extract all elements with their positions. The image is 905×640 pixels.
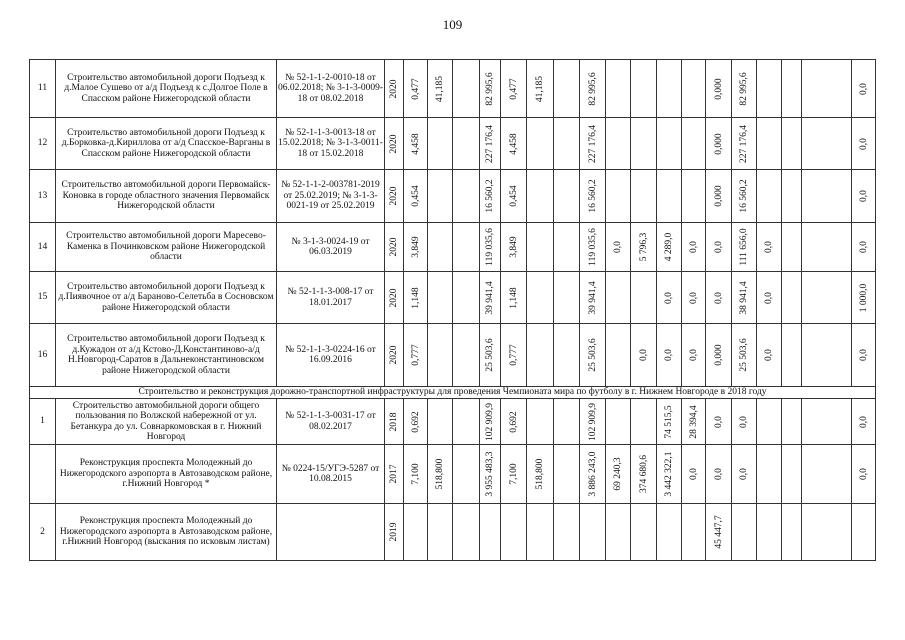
cell-value: 0,0 bbox=[858, 241, 869, 253]
cell-value: 0,000 bbox=[713, 344, 724, 366]
cell-value: 0,692 bbox=[508, 410, 519, 433]
cell-value: 2018 bbox=[388, 412, 399, 431]
value-cell bbox=[732, 272, 757, 324]
value-cell bbox=[606, 399, 631, 445]
value-cell bbox=[453, 324, 480, 387]
value-cell bbox=[732, 170, 757, 223]
cell-value: 16 560,2 bbox=[484, 179, 495, 213]
table-row bbox=[30, 170, 876, 223]
value-cell bbox=[606, 60, 631, 118]
value-cell bbox=[480, 445, 501, 504]
row-number: 1 bbox=[30, 399, 56, 445]
value-cell bbox=[580, 399, 606, 445]
value-cell bbox=[852, 324, 876, 387]
cell-value: 2017 bbox=[388, 464, 399, 484]
value-cell bbox=[404, 118, 428, 170]
value-cell bbox=[852, 504, 876, 561]
value-cell bbox=[682, 399, 706, 445]
value-cell bbox=[682, 60, 706, 118]
cell-value: 0,0 bbox=[612, 241, 623, 253]
cell-value: 518,800 bbox=[534, 458, 545, 490]
value-cell bbox=[631, 272, 657, 324]
value-cell bbox=[453, 118, 480, 170]
cell-value: 38 941,4 bbox=[738, 280, 749, 315]
value-cell bbox=[404, 60, 428, 118]
section-heading: Строительство и реконструкция дорожно-транспортной инфраструктуры для проведения Чемпионата мира по футболу в г. Нижнем Новгороде в 2018 году bbox=[30, 387, 876, 399]
cell-value: 0,777 bbox=[508, 344, 519, 366]
value-cell bbox=[657, 504, 682, 561]
value-cell bbox=[706, 118, 732, 170]
value-cell bbox=[732, 504, 757, 561]
value-cell bbox=[606, 272, 631, 324]
value-cell bbox=[480, 272, 501, 324]
value-cell bbox=[527, 445, 554, 504]
value-cell bbox=[428, 504, 453, 561]
value-cell bbox=[606, 504, 631, 561]
cell-value: 102 909,9 bbox=[587, 402, 598, 441]
cell-value: 25 503,6 bbox=[484, 338, 495, 372]
value-cell bbox=[501, 118, 527, 170]
cell-value: 2020 bbox=[388, 134, 399, 153]
value-cell bbox=[453, 272, 480, 324]
cell-value: 2020 bbox=[388, 288, 399, 307]
expertise-document: № 52-1-1-2-0010-18 от 06.02.2018; № 3-1-3-0009-18 от 08.02.2018 bbox=[277, 60, 385, 118]
cell-value: 0,0 bbox=[738, 468, 749, 480]
cell-value: 111 656,0 bbox=[738, 228, 749, 266]
cell-value: 2020 bbox=[388, 345, 399, 365]
row-number: 15 bbox=[30, 272, 56, 324]
value-cell bbox=[802, 223, 852, 272]
value-cell bbox=[631, 223, 657, 272]
value-cell bbox=[657, 445, 682, 504]
cell-value: 4,458 bbox=[410, 132, 421, 155]
value-cell bbox=[527, 324, 554, 387]
value-cell bbox=[385, 399, 404, 445]
value-cell bbox=[501, 223, 527, 272]
value-cell bbox=[802, 170, 852, 223]
value-cell bbox=[757, 170, 782, 223]
cell-value: 0,477 bbox=[508, 77, 519, 100]
value-cell bbox=[404, 504, 428, 561]
table-row bbox=[30, 504, 876, 561]
cell-value: 0,000 bbox=[713, 132, 724, 155]
cell-value: 74 515,5 bbox=[663, 404, 674, 439]
value-cell bbox=[802, 272, 852, 324]
cell-value: 227 176,4 bbox=[738, 124, 749, 163]
cell-value: 0,000 bbox=[713, 185, 724, 207]
cell-value: 39 941,4 bbox=[484, 280, 495, 315]
projects-table bbox=[29, 59, 876, 561]
value-cell bbox=[404, 223, 428, 272]
value-cell bbox=[802, 118, 852, 170]
value-cell bbox=[682, 504, 706, 561]
value-cell bbox=[527, 223, 554, 272]
row-number: 14 bbox=[30, 223, 56, 272]
cell-value: 0,0 bbox=[858, 415, 869, 428]
cell-value: 0,0 bbox=[763, 349, 774, 361]
value-cell bbox=[453, 223, 480, 272]
project-name: Реконструкция проспекта Молодежный до Нижегородского аэропорта в Автозаводском районе, г.Нижний Новгород * bbox=[56, 445, 277, 504]
cell-value: 25 503,6 bbox=[738, 338, 749, 372]
cell-value: 0,0 bbox=[713, 468, 724, 480]
expertise-document: № 52-1-1-3-0224-16 от 16.09.2016 bbox=[277, 324, 385, 387]
value-cell bbox=[428, 60, 453, 118]
cell-value: 0,0 bbox=[688, 349, 699, 361]
table-row bbox=[30, 445, 876, 504]
expertise-document: № 3-1-3-0024-19 от 06.03.2019 bbox=[277, 223, 385, 272]
value-cell bbox=[706, 170, 732, 223]
value-cell bbox=[501, 60, 527, 118]
project-name: Строительство автомобильной дороги Подъезд к д.Кужадон от а/д Кстово-Д.Константиново-а/д Н.Новгород-Саратов в Дальнеконстантиновском районе Нижегородской области bbox=[56, 324, 277, 387]
cell-value: 1,148 bbox=[508, 286, 519, 309]
value-cell bbox=[782, 170, 802, 223]
value-cell bbox=[606, 445, 631, 504]
value-cell bbox=[453, 170, 480, 223]
value-cell bbox=[453, 445, 480, 504]
cell-value: 0,0 bbox=[688, 468, 699, 480]
value-cell bbox=[706, 324, 732, 387]
cell-value: 102 909,9 bbox=[484, 402, 495, 441]
cell-value: 1,148 bbox=[410, 286, 421, 309]
cell-value: 4 289,0 bbox=[663, 232, 674, 262]
cell-value: 0,0 bbox=[738, 415, 749, 428]
value-cell bbox=[706, 504, 732, 561]
value-cell bbox=[852, 223, 876, 272]
cell-value: 3 955 483,3 bbox=[484, 451, 495, 497]
value-cell bbox=[554, 60, 580, 118]
value-cell bbox=[852, 60, 876, 118]
value-cell bbox=[732, 60, 757, 118]
value-cell bbox=[428, 324, 453, 387]
value-cell bbox=[385, 504, 404, 561]
value-cell bbox=[580, 170, 606, 223]
value-cell bbox=[757, 504, 782, 561]
value-cell bbox=[527, 504, 554, 561]
value-cell bbox=[428, 272, 453, 324]
value-cell bbox=[682, 223, 706, 272]
table-row bbox=[30, 60, 876, 118]
cell-value: 16 560,2 bbox=[587, 179, 598, 213]
cell-value: 0,0 bbox=[763, 291, 774, 304]
project-name: Строительство автомобильной дороги Подъезд к д.Малое Сушево от а/д Подъезд к с.Долгое Поле в Спасском районе Нижегородской области bbox=[56, 60, 277, 118]
value-cell bbox=[580, 272, 606, 324]
expertise-document: № 52-1-1-2-003781-2019 от 25.02.2019; № 3-1-3-0021-19 от 25.02.2019 bbox=[277, 170, 385, 223]
value-cell bbox=[554, 399, 580, 445]
value-cell bbox=[706, 272, 732, 324]
value-cell bbox=[682, 118, 706, 170]
project-name: Строительство автомобильной дороги Первомайск-Коновка в городе областного значения Первомайск Нижегородской области bbox=[56, 170, 277, 223]
cell-value: 0,0 bbox=[713, 415, 724, 428]
cell-value: 69 240,3 bbox=[612, 457, 623, 491]
cell-value: 0,0 bbox=[638, 349, 649, 361]
value-cell bbox=[428, 118, 453, 170]
cell-value: 0,0 bbox=[858, 468, 869, 480]
value-cell bbox=[631, 118, 657, 170]
value-cell bbox=[480, 324, 501, 387]
value-cell bbox=[501, 504, 527, 561]
value-cell bbox=[782, 399, 802, 445]
value-cell bbox=[631, 445, 657, 504]
value-cell bbox=[682, 445, 706, 504]
value-cell bbox=[453, 504, 480, 561]
value-cell bbox=[732, 399, 757, 445]
cell-value: 0,0 bbox=[858, 190, 869, 202]
value-cell bbox=[606, 223, 631, 272]
value-cell bbox=[527, 399, 554, 445]
cell-value: 0,0 bbox=[858, 82, 869, 95]
value-cell bbox=[657, 60, 682, 118]
expertise-document: № 0224-15/УГЭ-5287 от 10.08.2015 bbox=[277, 445, 385, 504]
value-cell bbox=[501, 170, 527, 223]
value-cell bbox=[501, 399, 527, 445]
cell-value: 0,0 bbox=[713, 241, 724, 253]
cell-value: 0,454 bbox=[410, 185, 421, 207]
value-cell bbox=[385, 445, 404, 504]
table-row bbox=[30, 118, 876, 170]
value-cell bbox=[782, 272, 802, 324]
value-cell bbox=[802, 60, 852, 118]
value-cell bbox=[782, 118, 802, 170]
value-cell bbox=[802, 324, 852, 387]
value-cell bbox=[480, 223, 501, 272]
value-cell bbox=[757, 272, 782, 324]
value-cell bbox=[554, 118, 580, 170]
row-number: 12 bbox=[30, 118, 56, 170]
value-cell bbox=[527, 118, 554, 170]
value-cell bbox=[527, 170, 554, 223]
value-cell bbox=[657, 223, 682, 272]
cell-value: 0,0 bbox=[713, 291, 724, 304]
value-cell bbox=[385, 118, 404, 170]
value-cell bbox=[782, 445, 802, 504]
page-number: 109 bbox=[442, 17, 463, 32]
value-cell bbox=[404, 272, 428, 324]
cell-value: 3,849 bbox=[410, 236, 421, 258]
value-cell bbox=[732, 445, 757, 504]
cell-value: 41,185 bbox=[534, 75, 545, 102]
value-cell bbox=[682, 324, 706, 387]
cell-value: 5 796,3 bbox=[638, 232, 649, 262]
table-row bbox=[30, 223, 876, 272]
table-row bbox=[30, 399, 876, 445]
value-cell bbox=[782, 324, 802, 387]
cell-value: 0,000 bbox=[713, 77, 724, 100]
row-number: 2 bbox=[30, 504, 56, 561]
value-cell bbox=[657, 118, 682, 170]
value-cell bbox=[852, 445, 876, 504]
value-cell bbox=[757, 60, 782, 118]
project-name: Строительство автомобильной дороги Подъезд к д.Пиявочное от а/д Бараново-Селетьба в Сосновском районе Нижегородской области bbox=[56, 272, 277, 324]
row-number bbox=[30, 445, 56, 504]
value-cell bbox=[554, 272, 580, 324]
cell-value: 0,454 bbox=[508, 185, 519, 207]
cell-value: 0,0 bbox=[663, 291, 674, 304]
project-name: Строительство автомобильной дороги Подъезд к д.Борковка-д.Кириллова от а/д Спасское-Варганы в Спасском районе Нижегородской области bbox=[56, 118, 277, 170]
expertise-document bbox=[277, 504, 385, 561]
cell-value: 2020 bbox=[388, 79, 399, 98]
cell-value: 82 995,6 bbox=[484, 71, 495, 106]
value-cell bbox=[428, 445, 453, 504]
table-row bbox=[30, 324, 876, 387]
cell-value: 518,800 bbox=[434, 458, 445, 490]
value-cell bbox=[453, 60, 480, 118]
value-cell bbox=[527, 272, 554, 324]
cell-value: 0,0 bbox=[663, 349, 674, 361]
value-cell bbox=[732, 118, 757, 170]
section-row bbox=[30, 387, 876, 399]
cell-value: 7,100 bbox=[410, 463, 421, 485]
cell-value: 119 035,6 bbox=[587, 228, 598, 266]
value-cell bbox=[554, 504, 580, 561]
value-cell bbox=[580, 324, 606, 387]
value-cell bbox=[404, 445, 428, 504]
cell-value: 0,0 bbox=[688, 241, 699, 253]
value-cell bbox=[501, 272, 527, 324]
cell-value: 227 176,4 bbox=[484, 124, 495, 163]
value-cell bbox=[527, 60, 554, 118]
value-cell bbox=[631, 60, 657, 118]
value-cell bbox=[428, 223, 453, 272]
value-cell bbox=[732, 223, 757, 272]
value-cell bbox=[385, 170, 404, 223]
value-cell bbox=[554, 324, 580, 387]
value-cell bbox=[782, 60, 802, 118]
cell-value: 227 176,4 bbox=[587, 124, 598, 163]
value-cell bbox=[657, 170, 682, 223]
expertise-document: № 52-1-1-3-0013-18 от 15.02.2018; № 3-1-3-0011-18 от 15.02.2018 bbox=[277, 118, 385, 170]
value-cell bbox=[631, 324, 657, 387]
value-cell bbox=[782, 223, 802, 272]
cell-value: 0,477 bbox=[410, 77, 421, 100]
value-cell bbox=[757, 399, 782, 445]
value-cell bbox=[657, 399, 682, 445]
value-cell bbox=[385, 324, 404, 387]
value-cell bbox=[852, 118, 876, 170]
value-cell bbox=[501, 445, 527, 504]
value-cell bbox=[657, 272, 682, 324]
cell-value: 0,0 bbox=[688, 291, 699, 304]
value-cell bbox=[428, 399, 453, 445]
value-cell bbox=[706, 223, 732, 272]
expertise-document: № 52-1-1-3-008-17 от 18.01.2017 bbox=[277, 272, 385, 324]
table-row bbox=[30, 272, 876, 324]
value-cell bbox=[802, 399, 852, 445]
cell-value: 0,777 bbox=[410, 344, 421, 366]
value-cell bbox=[404, 170, 428, 223]
value-cell bbox=[852, 170, 876, 223]
cell-value: 0,692 bbox=[410, 410, 421, 433]
value-cell bbox=[757, 223, 782, 272]
value-cell bbox=[404, 324, 428, 387]
value-cell bbox=[385, 272, 404, 324]
cell-value: 28 394,4 bbox=[688, 404, 699, 439]
cell-value: 0,0 bbox=[858, 137, 869, 150]
row-number: 16 bbox=[30, 324, 56, 387]
value-cell bbox=[852, 272, 876, 324]
value-cell bbox=[631, 170, 657, 223]
value-cell bbox=[682, 170, 706, 223]
value-cell bbox=[631, 504, 657, 561]
value-cell bbox=[706, 445, 732, 504]
value-cell bbox=[501, 324, 527, 387]
cell-value: 0,0 bbox=[763, 241, 774, 253]
value-cell bbox=[706, 399, 732, 445]
cell-value: 374 680,6 bbox=[638, 455, 649, 493]
row-number: 13 bbox=[30, 170, 56, 223]
cell-value: 82 995,6 bbox=[587, 71, 598, 106]
value-cell bbox=[732, 324, 757, 387]
cell-value: 25 503,6 bbox=[587, 338, 598, 372]
cell-value: 82 995,6 bbox=[738, 71, 749, 106]
project-name: Строительство автомобильной дороги Маресево-Каменка в Починковском районе Нижегородской области bbox=[56, 223, 277, 272]
cell-value: 0,0 bbox=[858, 349, 869, 361]
cell-value: 16 560,2 bbox=[738, 179, 749, 213]
cell-value: 2020 bbox=[388, 237, 399, 257]
value-cell bbox=[706, 60, 732, 118]
project-name: Реконструкция проспекта Молодежный до Нижегородского аэропорта в Автозаводском районе, г.Нижний Новгород (выскания по исковым листам) bbox=[56, 504, 277, 561]
value-cell bbox=[480, 170, 501, 223]
cell-value: 7,100 bbox=[508, 463, 519, 485]
project-name: Строительство автомобильной дороги общего пользования по Волжской набережной от ул. Бетанкура до ул. Совнаркомовская в г. Нижний Новгород bbox=[56, 399, 277, 445]
value-cell bbox=[580, 504, 606, 561]
value-cell bbox=[480, 60, 501, 118]
value-cell bbox=[782, 504, 802, 561]
cell-value: 4,458 bbox=[508, 132, 519, 155]
value-cell bbox=[480, 504, 501, 561]
value-cell bbox=[757, 445, 782, 504]
value-cell bbox=[757, 118, 782, 170]
row-number: 11 bbox=[30, 60, 56, 118]
value-cell bbox=[580, 223, 606, 272]
value-cell bbox=[657, 324, 682, 387]
value-cell bbox=[580, 60, 606, 118]
value-cell bbox=[554, 223, 580, 272]
value-cell bbox=[453, 399, 480, 445]
cell-value: 2019 bbox=[388, 522, 399, 542]
cell-value: 119 035,6 bbox=[484, 228, 495, 266]
value-cell bbox=[606, 170, 631, 223]
cell-value: 3 886 243,0 bbox=[587, 451, 598, 497]
cell-value: 3 442 322,1 bbox=[663, 451, 674, 497]
value-cell bbox=[682, 272, 706, 324]
value-cell bbox=[385, 60, 404, 118]
value-cell bbox=[606, 118, 631, 170]
value-cell bbox=[554, 445, 580, 504]
value-cell bbox=[554, 170, 580, 223]
expertise-document: № 52-1-1-3-0031-17 от 08.02.2017 bbox=[277, 399, 385, 445]
value-cell bbox=[631, 399, 657, 445]
value-cell bbox=[606, 324, 631, 387]
value-cell bbox=[802, 445, 852, 504]
value-cell bbox=[757, 324, 782, 387]
value-cell bbox=[480, 399, 501, 445]
cell-value: 39 941,4 bbox=[587, 280, 598, 315]
cell-value: 41,185 bbox=[434, 75, 445, 102]
value-cell bbox=[852, 399, 876, 445]
value-cell bbox=[385, 223, 404, 272]
value-cell bbox=[802, 504, 852, 561]
cell-value: 3,849 bbox=[508, 236, 519, 258]
cell-value: 45 447,7 bbox=[713, 515, 724, 549]
value-cell bbox=[404, 399, 428, 445]
cell-value: 1 000,0 bbox=[858, 283, 869, 312]
value-cell bbox=[580, 118, 606, 170]
cell-value: 2020 bbox=[388, 186, 399, 206]
value-cell bbox=[480, 118, 501, 170]
value-cell bbox=[428, 170, 453, 223]
value-cell bbox=[580, 445, 606, 504]
